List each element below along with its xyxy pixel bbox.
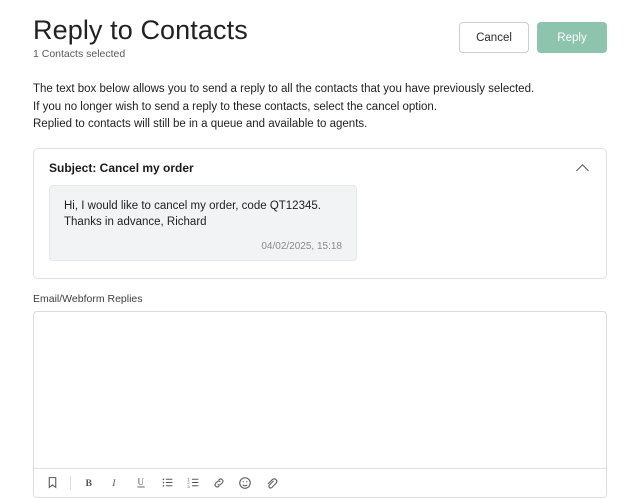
reply-button[interactable]: Reply [537,22,607,53]
contacts-selected-count: 1 Contacts selected [33,48,126,60]
editor-label: Email/Webform Replies [33,292,143,305]
svg-text:2: 2 [186,480,190,486]
bulleted-list-icon[interactable] [157,473,177,493]
panel-header[interactable] [34,149,606,185]
svg-text:B: B [84,477,92,489]
link-icon[interactable] [209,473,229,493]
message-card [49,185,357,261]
toolbar-divider [70,476,71,490]
reply-editor [33,311,607,498]
cancel-button[interactable]: Cancel [459,22,529,53]
message-line-2: Thanks in advance, Richard [64,215,207,228]
message-line-1: Hi, I would like to cancel my order, code QT12345. [64,199,321,212]
header-actions [459,14,607,53]
editor-toolbar [34,468,606,497]
attachment-icon[interactable] [261,473,281,493]
svg-text:3: 3 [186,483,190,489]
italic-icon[interactable] [105,473,125,493]
chevron-up-icon[interactable] [577,161,591,175]
svg-text:U: U [136,476,144,487]
intro-line-3: Replied to contacts will still be in a queue and available to agents. [33,118,368,130]
panel-body [34,185,606,278]
intro-text [33,81,607,134]
title-block [33,14,248,61]
emoji-icon[interactable] [235,473,255,493]
contact-message-panel [33,148,607,279]
svg-text:1: 1 [186,476,190,482]
intro-line-2: If you no longer wish to send a reply to these contacts, select the cancel option. [33,100,438,113]
reply-text-input[interactable] [34,312,606,468]
bold-icon[interactable] [79,473,99,493]
intro-line-1: The text box below allows you to send a reply to all the contacts that you have previously selected. [33,83,535,95]
page-header [33,0,607,61]
numbered-list-icon[interactable] [183,473,203,493]
underline-icon[interactable] [131,473,151,493]
bookmark-icon[interactable] [42,473,62,493]
svg-text:I: I [111,477,115,489]
message-timestamp: 04/02/2025, 15:18 [261,240,342,252]
page-title: Reply to Contacts [33,15,248,45]
panel-subject-title: Subject: Cancel my order [49,160,194,175]
